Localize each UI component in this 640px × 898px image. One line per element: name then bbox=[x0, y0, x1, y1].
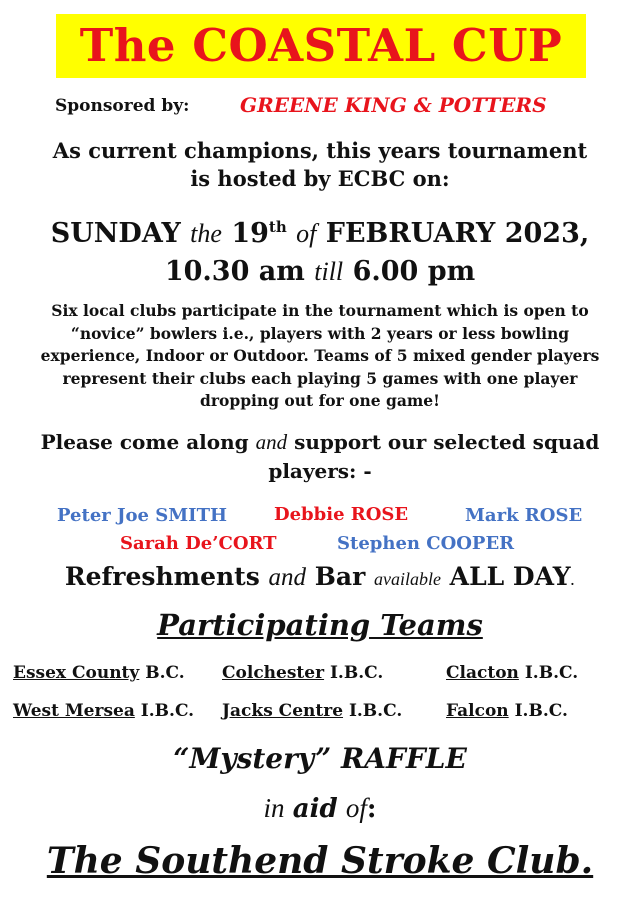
sponsor-name: GREENE KING & POTTERS bbox=[240, 93, 547, 117]
player-name: Peter Joe SMITH bbox=[57, 505, 228, 526]
player-name: Sarah De’CORT bbox=[120, 533, 277, 554]
description-line: Six local clubs participate in the tournament which is open to bbox=[51, 301, 589, 320]
event-date bbox=[0, 208, 640, 291]
date-num: 19th bbox=[231, 218, 287, 249]
support-part-1: Please come along bbox=[40, 430, 249, 454]
description-line: represent their clubs each playing 5 games with one player bbox=[62, 368, 578, 388]
date-line bbox=[0, 208, 640, 253]
support-line-2: players: - bbox=[268, 459, 372, 483]
refresh-word-2: Bar bbox=[314, 562, 366, 591]
refresh-available: available bbox=[373, 569, 441, 589]
charity-name: The Southend Stroke Club. bbox=[46, 840, 594, 882]
date-the: the bbox=[190, 219, 222, 248]
date-of: of bbox=[296, 219, 317, 248]
player-name: Debbie ROSE bbox=[274, 504, 409, 525]
date-day: SUNDAY bbox=[50, 218, 181, 249]
refresh-word-1: Refreshments bbox=[64, 562, 260, 591]
team-item: Clacton I.B.C. bbox=[446, 663, 579, 683]
time-end: 6.00 pm bbox=[352, 256, 476, 287]
support-part-2: support our selected squad bbox=[294, 430, 600, 454]
description bbox=[0, 300, 640, 413]
description-line: experience, Indoor or Outdoor. Teams of 5 mixed gender players bbox=[40, 346, 600, 365]
player-name: Mark ROSE bbox=[465, 505, 583, 526]
time-till: till bbox=[314, 257, 344, 286]
team-item: Jacks Centre I.B.C. bbox=[222, 701, 403, 721]
player-name: Stephen COOPER bbox=[337, 533, 515, 554]
teams-heading: Participating Teams bbox=[157, 608, 483, 642]
time-line bbox=[0, 253, 640, 291]
team-item: West Mersea I.B.C. bbox=[13, 701, 195, 721]
time-start: 10.30 am bbox=[164, 256, 305, 287]
host-info bbox=[0, 137, 640, 193]
date-month-year: FEBRUARY 2023, bbox=[325, 218, 590, 249]
host-line-2: is hosted by ECBC on: bbox=[190, 166, 450, 191]
description-line: “novice” bowlers i.e., players with 2 years or less bowling bbox=[70, 323, 570, 343]
refresh-and: and bbox=[268, 564, 307, 591]
raffle-aid: in aid of: bbox=[263, 793, 377, 824]
host-line-1: As current champions, this years tournament bbox=[52, 138, 588, 163]
sponsor-label: Sponsored by: bbox=[55, 96, 190, 116]
support-message bbox=[0, 428, 640, 486]
raffle-title: “Mystery” RAFFLE bbox=[173, 742, 467, 775]
support-and: and bbox=[255, 430, 288, 454]
team-item: Essex County B.C. bbox=[13, 663, 185, 683]
refresh-word-3: ALL DAY bbox=[449, 562, 571, 591]
page-title: The COASTAL CUP bbox=[79, 19, 563, 72]
refreshments-line: Refreshments and Bar available ALL DAY. bbox=[64, 562, 576, 591]
team-item: Colchester I.B.C. bbox=[222, 663, 384, 683]
description-line: dropping out for one game! bbox=[200, 391, 440, 410]
team-item: Falcon I.B.C. bbox=[446, 701, 568, 721]
